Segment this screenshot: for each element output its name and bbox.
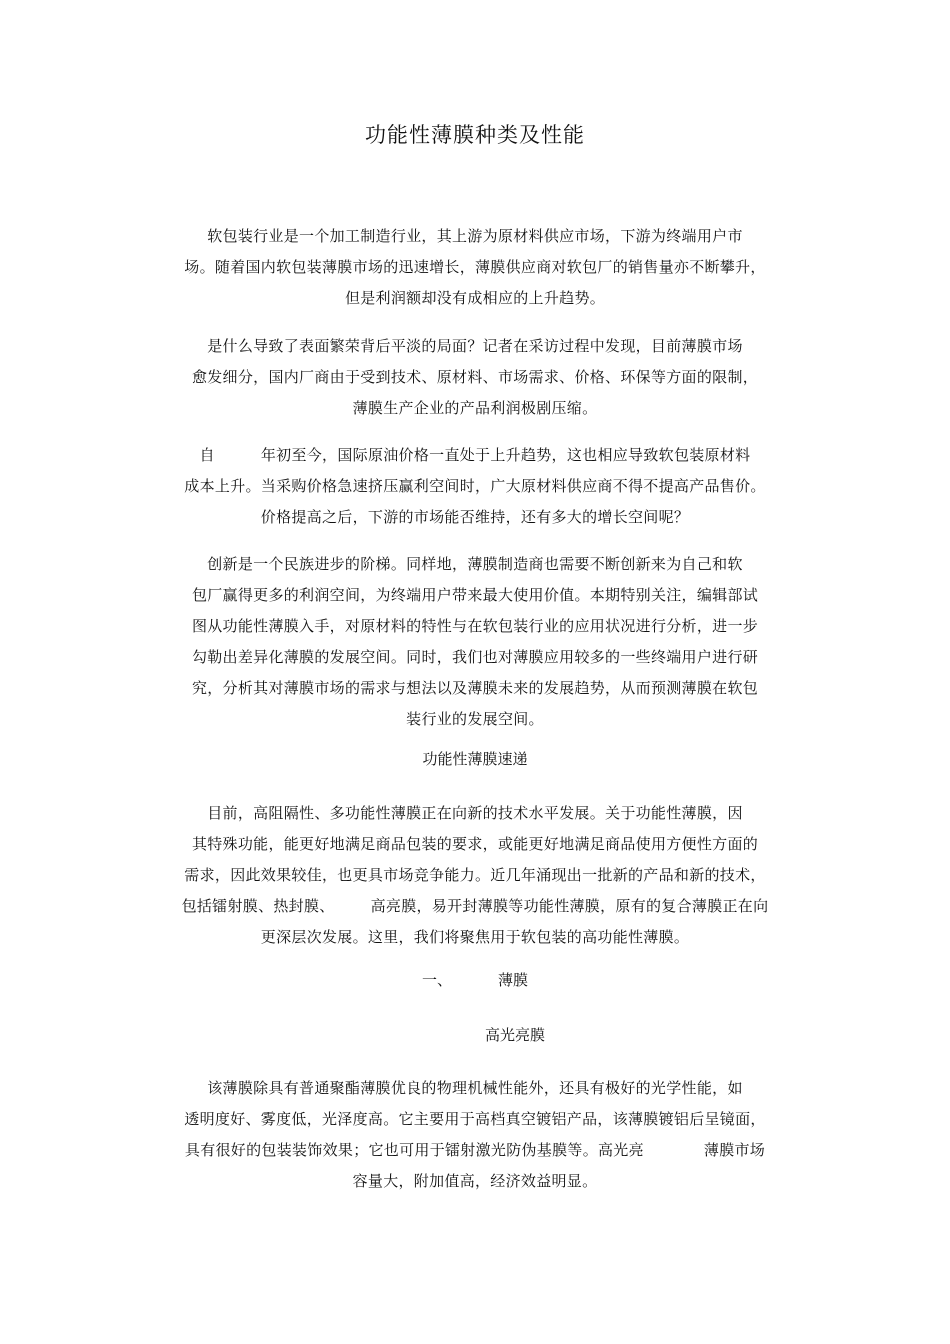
text-fragment: 包括镭射膜、热封膜、: [181, 897, 335, 915]
text-fragment: 薄膜市场: [703, 1141, 766, 1159]
text-line: 容量大，附加值高，经济效益明显。: [352, 1172, 598, 1190]
paragraph-high-gloss: [160, 1073, 790, 1197]
text-line: 创新是一个民族进步的阶梯。同样地，薄膜制造商也需要不断创新来为自己和软: [207, 555, 743, 573]
text-line: 软包装行业是一个加工制造行业，其上游为原材料供应市场，下游为终端用户市: [207, 227, 743, 245]
text-line: 究，分析其对薄膜市场的需求与想法以及薄膜未来的发展趋势，从而预测薄膜在软包: [191, 679, 759, 697]
page-title: 功能性薄膜种类及性能: [365, 123, 585, 147]
text-line: 勾勒出差异化薄膜的发展空间。同时，我们也对薄膜应用较多的一些终端用户进行研: [191, 648, 759, 666]
text-line: 该薄膜除具有普通聚酯薄膜优良的物理机械性能外，还具有极好的光学性能，如: [207, 1079, 743, 1097]
text-line: 场。随着国内软包装薄膜市场的迅速增长，薄膜供应商对软包厂的销售量亦不断攀升，: [184, 258, 766, 276]
text-line: 包厂赢得更多的利润空间，为终端用户带来最大使用价值。本期特别关注，编辑部试: [191, 586, 759, 604]
text-line: 成本上升。当采购价格急速挤压赢利空间时，广大原材料供应商不得不提高产品售价。: [184, 477, 766, 495]
paragraph-question: [160, 331, 790, 424]
text-line: 更深层次发展。这里，我们将聚焦用于软包装的高功能性薄膜。: [260, 928, 690, 946]
heading-text: 薄膜: [498, 971, 529, 989]
text-line: 价格提高之后，下游的市场能否维持，还有多大的增长空间呢？: [260, 508, 690, 526]
section-heading: 功能性薄膜速递: [422, 750, 528, 768]
text-fragment: 自: [199, 446, 215, 464]
text-line: [160, 1135, 790, 1166]
paragraph-oil-price: [160, 440, 790, 533]
text-line: [160, 440, 790, 471]
text-line: 但是利润额却没有成相应的上升趋势。: [344, 289, 606, 307]
text-line: 薄膜生产企业的产品利润极剧压缩。: [352, 399, 598, 417]
text-line: 透明度好、雾度低，光泽度高。它主要用于高档真空镀铝产品，该薄膜镀铝后呈镜面，: [184, 1110, 766, 1128]
text-fragment: 高亮膜，易开封薄膜等功能性薄膜，原有的复合薄膜正在向: [370, 897, 769, 915]
paragraph-functional-films: [160, 798, 790, 953]
subsection-heading: [0, 965, 950, 995]
text-line: 愈发细分，国内厂商由于受到技术、原材料、市场需求、价格、环保等方面的限制，: [191, 368, 759, 386]
text-line: [160, 891, 790, 922]
text-line: 图从功能性薄膜入手，对原材料的特性与在软包装行业的应用状况进行分析，进一步: [191, 617, 759, 635]
paragraph-intro: [160, 221, 790, 314]
text-line: 其特殊功能，能更好地满足商品包装的要求，或能更好地满足商品使用方便性方面的: [191, 835, 759, 853]
text-line: 装行业的发展空间。: [406, 710, 544, 728]
text-fragment: 年初至今，国际原油价格一直处于上升趋势，这也相应导致软包装原材料: [260, 446, 751, 464]
heading-number: 一、: [421, 971, 452, 989]
text-line: 需求，因此效果较佳，也更具市场竞争能力。近几年涌现出一批新的产品和新的技术，: [184, 866, 766, 884]
text-fragment: 具有很好的包装装饰效果；它也可用于镭射激光防伪基膜等。高光亮: [184, 1141, 644, 1159]
text-line: 是什么导致了表面繁荣背后平淡的局面？记者在采访过程中发现，目前薄膜市场: [207, 337, 743, 355]
text-line: 目前，高阻隔性、多功能性薄膜正在向新的技术水平发展。关于功能性薄膜，因: [207, 804, 743, 822]
paragraph-innovation: [160, 549, 790, 735]
item-heading: 高光亮膜: [484, 1026, 545, 1044]
